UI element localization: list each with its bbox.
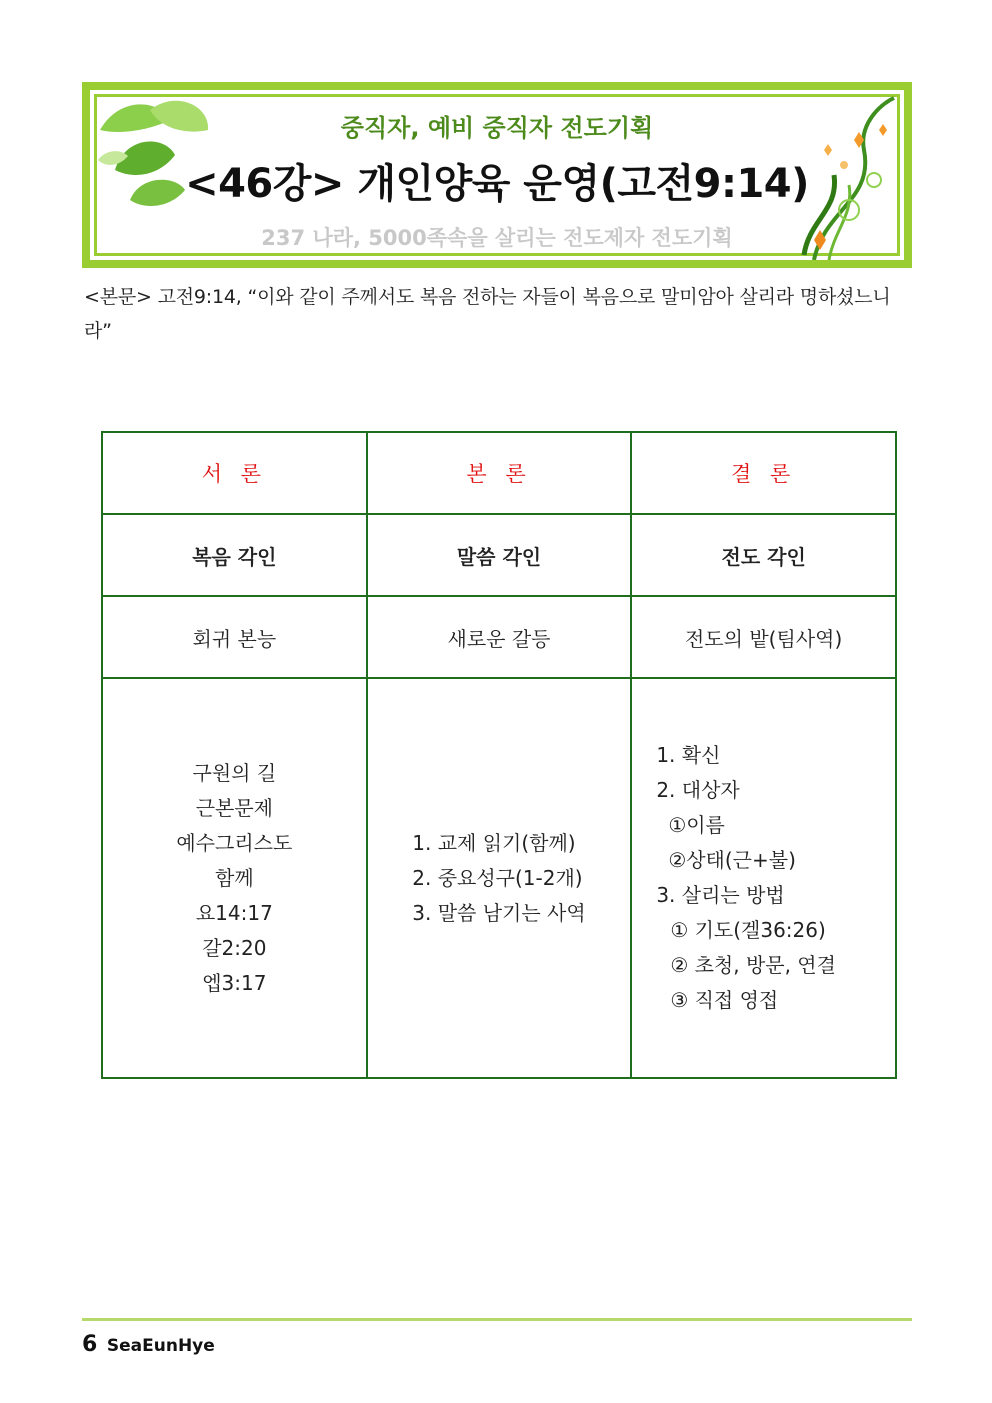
table-row xyxy=(102,596,896,678)
table-cell: 새로운 갈등 xyxy=(367,596,632,678)
list-item: ②상태(근+불) xyxy=(668,848,796,872)
table-cell: 말씀 각인 xyxy=(367,514,632,596)
list-item: 엡3:17 xyxy=(202,970,267,995)
header-intro: 서 론 xyxy=(102,432,367,514)
list-item: 근본문제 xyxy=(195,795,273,820)
table-cell xyxy=(631,678,896,1078)
table-header-row xyxy=(102,432,896,514)
list-item: 3. 말씀 남기는 사역 xyxy=(412,900,586,925)
list-item: ③ 직접 영접 xyxy=(670,988,779,1012)
table-cell xyxy=(367,678,632,1078)
list-item: 갈2:20 xyxy=(202,935,267,960)
list-item: 함께 xyxy=(215,865,254,890)
footer-brand: SeaEunHye xyxy=(106,1336,215,1356)
table-cell: 회귀 본능 xyxy=(102,596,367,678)
table-cell: 전도 각인 xyxy=(631,514,896,596)
header-body: 본 론 xyxy=(367,432,632,514)
title-banner xyxy=(82,82,912,268)
list-item: 3. 살리는 방법 xyxy=(656,883,785,907)
footer xyxy=(82,1332,215,1357)
table-row xyxy=(102,514,896,596)
footer-divider xyxy=(82,1318,912,1321)
list-item: ① 기도(겔36:26) xyxy=(670,918,826,942)
table-row xyxy=(102,678,896,1078)
banner-subtitle: 중직자, 예비 중직자 전도기획 xyxy=(340,114,654,142)
list-item: 1. 교제 읽기(함께) xyxy=(412,830,576,855)
numbered-list xyxy=(632,738,886,1018)
list-item: 2. 대상자 xyxy=(656,778,740,802)
list-item: ② 초청, 방문, 연결 xyxy=(670,953,836,977)
list-item: ①이름 xyxy=(668,813,725,837)
table-cell: 복음 각인 xyxy=(102,514,367,596)
page-number: 6 xyxy=(82,1332,98,1357)
list-item: 1. 확신 xyxy=(656,743,721,767)
outline-table xyxy=(101,431,897,1079)
numbered-list xyxy=(412,826,585,931)
table-cell xyxy=(102,678,367,1078)
banner-tagline: 237 나라, 5000족속을 살리는 전도제자 전도기획 xyxy=(261,226,733,250)
list-item: 2. 중요성구(1-2개) xyxy=(412,865,583,890)
list-item: 요14:17 xyxy=(195,900,273,925)
banner-title: <46강> 개인양육 운영(고전9:14) xyxy=(185,161,809,207)
table-cell: 전도의 밭(팀사역) xyxy=(631,596,896,678)
list-item: 구원의 길 xyxy=(192,760,277,785)
header-conclusion: 결 론 xyxy=(631,432,896,514)
list-item: 예수그리스도 xyxy=(176,830,293,855)
scripture-verse: <본문> 고전9:14, “이와 같이 주께서도 복음 전하는 자들이 복음으로 말미암아 살리라 명하셨느니라” xyxy=(84,286,891,342)
